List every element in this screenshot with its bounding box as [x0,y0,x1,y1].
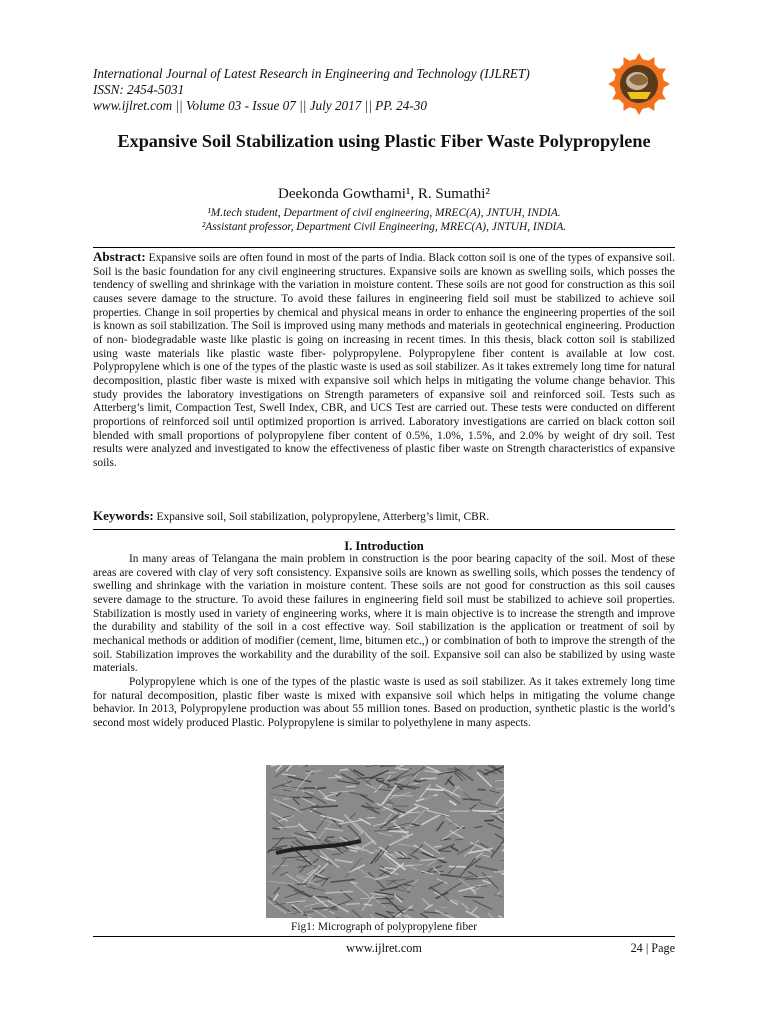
fiber-strand [351,882,369,897]
keywords [93,508,675,525]
fiber-strand [356,867,376,880]
fiber-strand [272,860,285,875]
fiber-strand [350,813,356,818]
fiber-strand [440,883,461,896]
fiber-strand [428,882,443,890]
fiber-strand [462,903,469,909]
introduction-body [93,553,675,731]
fiber-strand [281,786,305,789]
fiber-strand [426,789,444,790]
fiber-strand [387,881,395,885]
fiber-strand [272,838,296,839]
journal-logo [604,52,674,116]
fiber-strand [350,882,357,883]
fiber-strand [318,863,328,873]
fiber-strand [427,861,435,865]
fiber-strand [410,866,417,870]
fiber-strand [350,850,358,851]
footer-url: www.ijlret.com [346,941,422,955]
fiber-strand [381,780,397,781]
fiber-strand [388,831,408,832]
fiber-strand [488,913,495,918]
fiber-strand [500,860,504,861]
fiber-strand [476,853,483,858]
fiber-strand [386,880,405,881]
fiber-strand [448,822,454,824]
fiber-strand [501,873,504,881]
fiber-strand [421,814,441,825]
fiber-strand [412,783,422,785]
fiber-strand [502,846,504,851]
fiber-strand [367,817,375,818]
fiber-strand [298,866,309,867]
fiber-strand [376,789,393,791]
micrograph-figure [266,765,504,918]
fiber-strand [450,831,463,838]
fiber-strand [436,822,443,832]
fiber-strand [268,881,295,884]
fiber-strand [419,784,430,798]
paper-authors: Deekonda Gowthami¹, R. Sumathi² [278,186,490,202]
fiber-strand [494,871,504,872]
fiber-strand [388,795,412,796]
fiber-strand [471,907,478,913]
fiber-strand [317,787,326,789]
fiber-strand [268,897,290,912]
fiber-strand [497,788,504,789]
fiber-strand [397,779,406,784]
fiber-strand [293,799,299,805]
journal-logo-icon [604,52,674,116]
fiber-strand [435,866,442,868]
fiber-strand [374,876,390,880]
fiber-strand [395,889,411,893]
fiber-strand [468,765,473,769]
fiber-strand [449,801,456,806]
fiber-strand [420,913,432,918]
fiber-strand [274,845,287,847]
fiber-strand [380,766,396,767]
fiber-strand [392,774,414,779]
fiber-strand [282,774,296,776]
fiber-strand [346,786,356,787]
intro-paragraph-2: Polypropylene which is one of the types of the plastic waste is used as soil stabilizer. As it takes extremely long time for natural decomposition, plastic fiber waste is mixed with expansive soil which helps in mitigating the volume change behavior. In 2013, Polypropylene production was about 55 million tones. Based on production, synthetic plastic is the world’s second most widely produced Plastic. Polypropylene is similar to polyethylene in many aspects. [93,675,675,729]
affiliations [93,206,675,234]
footer-divider [93,936,675,937]
fiber-strand [393,792,411,798]
fiber-strand [352,910,372,918]
fiber-strand [316,821,333,842]
fiber-strand [495,780,504,781]
fiber-strand [271,765,278,766]
fiber-strand [384,868,396,869]
fiber-strand [283,790,291,792]
fiber-strand [273,887,280,894]
fiber-strand [364,904,373,906]
fiber-strand [324,828,343,831]
fiber-strand [325,793,338,796]
fiber-strand [427,867,433,872]
fiber-strand [448,779,455,786]
fiber-strand [479,803,499,809]
fiber-strand [306,887,324,891]
journal-issue-line: www.ijlret.com || Volume 03 - Issue 07 || July 2017 || PP. 24-30 [93,98,427,113]
fiber-strand [490,790,500,793]
abstract-text: Expansive soils are often found in most of the parts of India. Black cotton soil is one of the types of expansive soil. Soil is the basic foundation for any civil engineering structures. Expansive soils are known as swelling soils, which posses the tendency of swelling and shrinkage with the variation in moisture content. These soils are not good for construction as this soil causes severe damage to the structure. To avoid these failures in engineering field soil must be stabilized to achieve soil properties. Change in soil properties by chemical and physical means in order to enhance the engineering properties of the soil is known as soil stabilization. The Soil is improved using many methods and materials in geotechnical engineering. Production of non- biodegradable waste like plastic is going on increasing in recent times. In this thesis, black cotton soil is stabilized using waste materials like plastic waste fiber- polypropylene. Polypropylene fiber content is available at low cost. Polypropylene which is one of the types of the plastic waste is used as soil stabilizer. As it takes extremely long time for natural decomposition, plastic fiber waste is mixed with expansive soil which helps in mitigating the volume change behavior. This study provides the laboratory investigations on Strength parameters of expansive soil and reinforced soil. Tests such as Atterberg’s limit, Compaction Test, Swell Index, CBR, and UCS Test are carried out. These tests were conducted on different proportions of reinforced soil until optimized proportion is arrived. Laboratory investigations are carried on black cotton soil blended with small proportions of polypropylene fiber content of 0.5%, 1.0%, 1.5%, and 2.0% by weight of dry soil. Test results were analyzed and investigated to know the effectiveness of plastic fiber waste on Strength characteristics of expansive soils. [93,252,675,469]
fiber-strand [474,827,483,828]
fiber-strand [324,798,336,801]
fiber-strand [380,825,385,828]
abstract [93,250,675,471]
journal-name: International Journal of Latest Research in Engineering and Technology (IJLRET) [93,66,530,81]
figure-caption: Fig1: Micrograph of polypropylene fiber [290,921,477,933]
fiber-strand [488,823,503,829]
keywords-text: Expansive soil, Soil stabilization, polypropylene, Atterberg’s limit, CBR. [156,511,490,523]
fiber-strand [485,820,494,821]
fiber-strand [389,834,413,846]
fiber-strand [448,769,463,770]
fiber-strand [354,822,367,834]
fiber-strand [440,875,459,877]
fiber-strand [464,896,484,897]
paper-title: Expansive Soil Stabilization using Plastic Fiber Waste Polypropylene [117,131,651,151]
fiber-strand [439,851,451,852]
fiber-strand [455,839,463,840]
fiber-strand [273,894,278,901]
journal-issn: ISSN: 2454-5031 [93,82,185,97]
fiber-strand [475,866,498,871]
fiber-strand [306,831,317,832]
fiber-strand [326,837,334,838]
fiber-strand [435,910,457,918]
fiber-strand [277,826,298,828]
fiber-strand [273,828,280,829]
fiber-strand [419,780,428,782]
micrograph-image [266,765,504,918]
fiber-strand [370,771,389,779]
fiber-strand [482,855,490,856]
fiber-strand [359,818,370,824]
fiber-strand [270,794,287,796]
fiber-strand [362,895,374,911]
fiber-strand [307,916,322,918]
fiber-strand [465,858,481,870]
fiber-strand [335,860,353,863]
fiber-strand [464,852,468,857]
section-title-introduction: I. Introduction [344,539,424,553]
fiber-strand [304,765,325,767]
fiber-strand [275,767,287,777]
fiber-strand [292,904,304,913]
fiber-strand [491,840,504,857]
fiber-strand [499,916,504,918]
fiber-strand [422,899,430,907]
fiber-strand [434,846,442,847]
fiber-strand [465,878,486,879]
fiber-strand [346,903,360,904]
fiber-strand [332,854,341,855]
abstract-label: Abstract: [93,249,146,264]
intro-paragraph-1: In many areas of Telangana the main problem in construction is the poor bearing capacity of the soil. Most of these areas are covered with clay of very soft consistency. Expansive soils are known as swelling soils, which posses the tendency of swelling and shrinkage with the variation in moisture content. These soils are not good for construction as this soil causes severe damage to the structure. To avoid these failures in engineering field soil must be stabilized to achieve soil properties. Stabilization is mostly used in variety of engineering works, where it is main objective is to increase the strength and improve the durability and stability of the soil in a cost effective way. Soil stabilization is the application or treatment of soil by mechanical methods or addition of modifier (cement, lime, bitumen etc.,) or combination of both to improve the strength of the soil. Stabilization improves the workability and the durability of the soil. Expansive soil can also be stabilized by using waste materials. [93,553,675,675]
fiber-strand [272,781,292,789]
fiber-strand [329,911,335,914]
fiber-strand [446,818,463,829]
fiber-strand [470,804,477,809]
fiber-strand [463,799,481,800]
footer-page-number: 24 | Page [630,941,675,955]
fiber-strand [471,888,477,894]
journal-header [93,66,593,114]
fiber-strand [292,907,307,916]
fiber-strand [283,798,292,799]
fiber-strand [472,811,499,812]
keywords-label: Keywords: [93,508,154,523]
fiber-strand [451,847,459,852]
fiber-strand [478,789,486,790]
fiber-strand [370,850,382,865]
affiliation-1: ¹M.tech student, Department of civil engineering, MREC(A), JNTUH, INDIA. [207,207,561,219]
affiliation-2: ²Assistant professor, Department Civil Engineering, MREC(A), JNTUH, INDIA. [201,221,567,233]
fiber-strand [468,871,477,876]
fiber-strand [378,832,392,835]
fiber-strand [325,891,353,893]
fiber-strand [349,792,368,796]
fiber-strand [406,915,414,918]
fiber-strand [349,768,371,784]
